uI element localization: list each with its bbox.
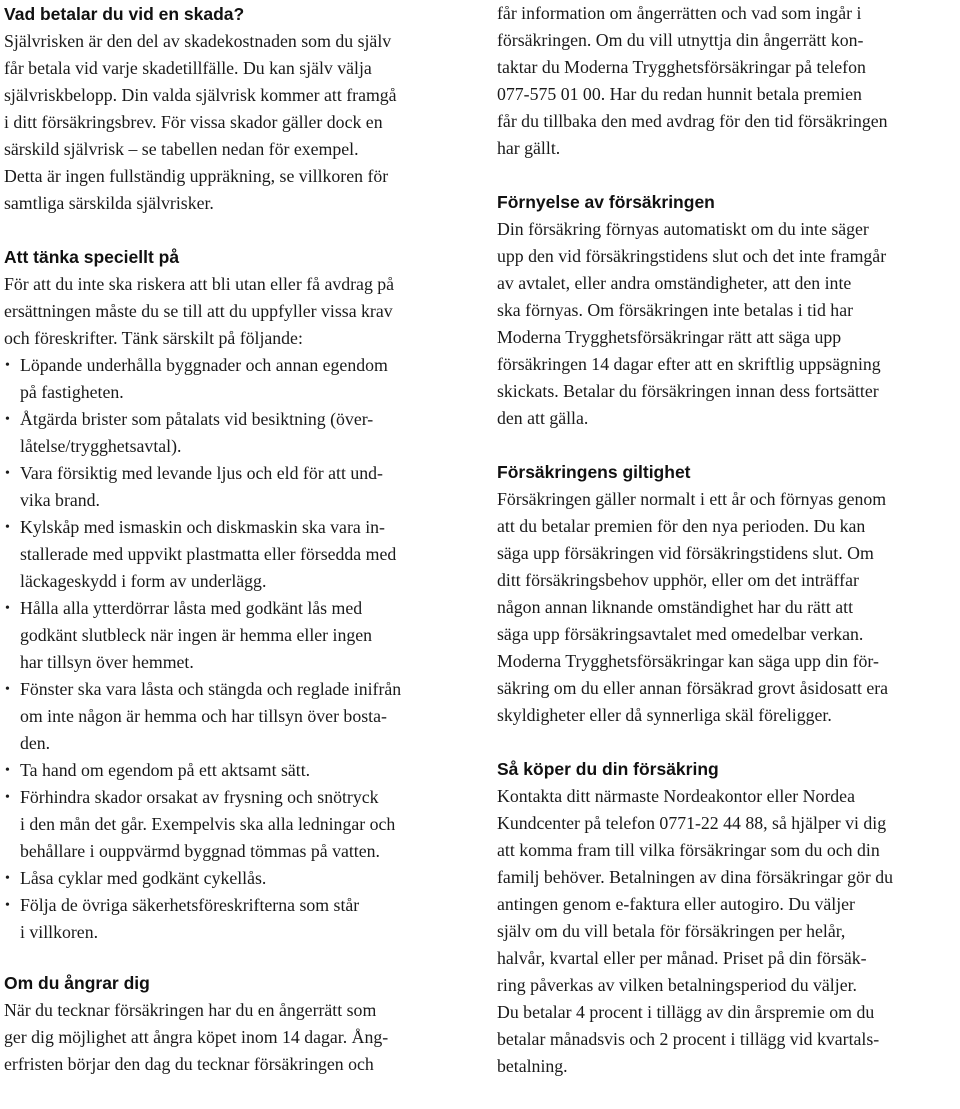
text-line: • Fönster ska vara låsta och stängda och reglade inifrån (20, 679, 402, 699)
text-line: Självrisken är den del av skadekostnaden som du själv (4, 31, 392, 51)
text-line: själv om du vill betala för försäkringen per helår, (497, 921, 846, 941)
text-line: i den mån det går. Exempelvis ska alla ledningar och (20, 814, 396, 834)
buy-heading: Så köper du din försäkring (497, 759, 719, 779)
left-column (4, 0, 470, 1078)
list-item (4, 892, 470, 946)
buy-paragraph (497, 783, 957, 1080)
text-line: i ditt försäkringsbrev. För vissa skador gäller dock en (4, 112, 383, 132)
text-line: antingen genom e-faktura eller autogiro. Du väljer (497, 894, 855, 914)
regret-continued-paragraph (497, 0, 957, 162)
list-item (4, 676, 470, 757)
text-line: skyldigheter eller då synnerliga skäl föreligger. (497, 705, 832, 725)
list-item (4, 460, 470, 514)
text-line: ditt försäkringsbehov upphör, eller om det inträffar (497, 570, 859, 590)
text-line: halvår, kvartal eller per månad. Priset på din försäk- (497, 948, 867, 968)
list-item (4, 784, 470, 865)
text-line: Försäkringen gäller normalt i ett år och förnyas genom (497, 489, 887, 509)
regret-heading: Om du ångrar dig (4, 973, 150, 993)
text-line: • Hålla alla ytterdörrar låsta med godkänt lås med (20, 598, 363, 618)
text-line: Kontakta ditt närmaste Nordeakontor eller Nordea (497, 786, 855, 806)
text-line: särskild självrisk – se tabellen nedan för exempel. (4, 139, 359, 159)
text-line: att du betalar premien för den nya perioden. Du kan (497, 516, 866, 536)
text-line: När du tecknar försäkringen har du en ångerrätt som (4, 1000, 377, 1020)
text-line: • Åtgärda brister som påtalats vid besiktning (över- (20, 409, 374, 429)
text-line: Din försäkring förnyas automatiskt om du inte säger (497, 219, 869, 239)
text-line: • Löpande underhålla byggnader och annan egendom (20, 355, 388, 375)
text-line: har gällt. (497, 138, 561, 158)
text-line: får betala vid varje skadetillfälle. Du kan själv välja (4, 58, 372, 78)
text-line: skickats. Betalar du försäkringen innan dess fortsätter (497, 381, 879, 401)
text-line: och föreskrifter. Tänk särskilt på följande: (4, 328, 303, 348)
text-line: får du tillbaka den med avdrag för den tid försäkringen (497, 111, 888, 131)
text-line: den. (20, 733, 51, 753)
regret-section (4, 969, 470, 1078)
text-line: säga upp försäkringsavtalet med omedelbar verkan. (497, 624, 864, 644)
text-line: Moderna Trygghetsförsäkringar kan säga upp din för- (497, 651, 879, 671)
text-line: att komma fram till vilka försäkringar som du och din (497, 840, 880, 860)
text-line: stallerade med uppvikt plastmatta eller försedda med (20, 544, 397, 564)
text-line: ska förnyas. Om försäkringen inte betalas i tid har (497, 300, 854, 320)
text-line: ersättningen måste du se till att du uppfyller vissa krav (4, 301, 393, 321)
list-item (4, 595, 470, 676)
text-line: någon annan liknande omständighet har du rätt att (497, 597, 854, 617)
text-line: • Låsa cyklar med godkänt cykellås. (20, 868, 267, 888)
validity-section (497, 458, 957, 729)
list-item (4, 352, 470, 406)
text-line: För att du inte ska riskera att bli utan eller få avdrag på (4, 274, 395, 294)
text-line: självriskbelopp. Din valda självrisk kommer att framgå (4, 85, 397, 105)
text-line: • Vara försiktig med levande ljus och eld för att und- (20, 463, 383, 483)
text-line: Detta är ingen fullständig uppräkning, se villkoren för (4, 166, 389, 186)
text-line: av avtalet, eller andra omständigheter, att den inte (497, 273, 852, 293)
renewal-paragraph (497, 216, 957, 432)
list-item (4, 865, 470, 892)
text-line: • Följa de övriga säkerhetsföreskrifterna som står (20, 895, 360, 915)
text-line: upp den vid försäkringstidens slut och det inte framgår (497, 246, 887, 266)
text-line: i villkoren. (20, 922, 99, 942)
self-risk-heading: Vad betalar du vid en skada? (4, 4, 245, 24)
text-line: behållare i ouppvärmd byggnad tömmas på vatten. (20, 841, 380, 861)
text-line: låtelse/trygghetsavtal). (20, 436, 182, 456)
text-line: om inte någon är hemma och har tillsyn över bosta- (20, 706, 387, 726)
text-line: vika brand. (20, 490, 100, 510)
text-line: läckageskydd i form av underlägg. (20, 571, 267, 591)
text-line: den att gälla. (497, 408, 589, 428)
regret-paragraph (4, 997, 470, 1078)
renewal-heading: Förnyelse av försäkringen (497, 192, 715, 212)
text-line: betalar månadsvis och 2 procent i tillägg vid kvartals- (497, 1029, 880, 1049)
text-line: får information om ångerrätten och vad som ingår i (497, 3, 862, 23)
text-line: samtliga särskilda självrisker. (4, 193, 214, 213)
think-about-intro (4, 271, 470, 352)
think-about-heading: Att tänka speciellt på (4, 247, 180, 267)
text-line: taktar du Moderna Trygghetsförsäkringar på telefon (497, 57, 866, 77)
text-line: försäkringen 14 dagar efter att en skriftlig uppsägning (497, 354, 881, 374)
text-line: Kundcenter på telefon 0771-22 44 88, så hjälper vi dig (497, 813, 887, 833)
requirements-list (4, 352, 470, 946)
think-about-section (4, 243, 470, 946)
text-line: familj behöver. Betalningen av dina försäkringar gör du (497, 867, 894, 887)
text-line: på fastigheten. (20, 382, 124, 402)
renewal-section (497, 188, 957, 432)
text-line: ger dig möjlighet att ångra köpet inom 14 dagar. Ång- (4, 1027, 389, 1047)
list-item (4, 406, 470, 460)
text-line: ring påverkas av vilken betalningsperiod du väljer. (497, 975, 857, 995)
text-line: • Kylskåp med ismaskin och diskmaskin ska vara in- (20, 517, 385, 537)
text-line: säkring om du eller annan försäkrad grovt åsidosatt era (497, 678, 889, 698)
text-line: 077-575 01 00. Har du redan hunnit betala premien (497, 84, 862, 104)
self-risk-section (4, 0, 470, 217)
validity-paragraph (497, 486, 957, 729)
text-line: säga upp försäkringen vid försäkringstidens slut. Om (497, 543, 874, 563)
right-column (497, 0, 957, 1080)
validity-heading: Försäkringens giltighet (497, 462, 691, 482)
text-line: • Ta hand om egendom på ett aktsamt sätt. (20, 760, 311, 780)
text-line: Du betalar 4 procent i tillägg av din årspremie om du (497, 1002, 875, 1022)
list-item (4, 514, 470, 595)
regret-continued-section (497, 0, 957, 162)
text-line: har tillsyn över hemmet. (20, 652, 194, 672)
self-risk-paragraph (4, 28, 470, 217)
text-line: Moderna Trygghetsförsäkringar rätt att säga upp (497, 327, 842, 347)
text-line: betalning. (497, 1056, 568, 1076)
buy-section (497, 755, 957, 1080)
text-line: försäkringen. Om du vill utnyttja din ångerrätt kon- (497, 30, 864, 50)
text-line: erfristen börjar den dag du tecknar försäkringen och (4, 1054, 374, 1074)
text-line: • Förhindra skador orsakat av frysning och snötryck (20, 787, 379, 807)
text-line: godkänt slutbleck när ingen är hemma eller ingen (20, 625, 373, 645)
list-item (4, 757, 470, 784)
